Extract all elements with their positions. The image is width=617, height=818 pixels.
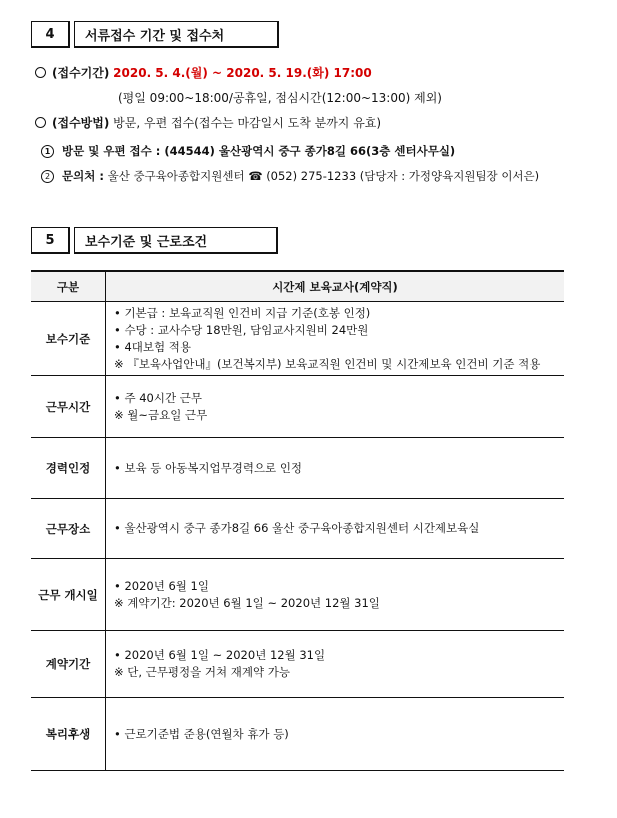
item-1-number: 1 (41, 145, 54, 158)
section-4-title: 서류접수 기간 및 접수처 (74, 21, 279, 48)
period-value: 2020. 5. 4.(월) ~ 2020. 5. 19.(화) 17:00 (113, 66, 372, 80)
row-line: • 2020년 6월 1일 (114, 578, 209, 593)
row-content (106, 559, 565, 631)
section-5-number: 5 (31, 227, 70, 254)
row-category: 근무 개시일 (31, 559, 106, 631)
method-label: (접수방법) (52, 116, 110, 130)
table-header-row (31, 271, 564, 302)
item-2-number: 2 (41, 170, 54, 183)
item-2-label: 문의처 : (62, 169, 104, 183)
period-note: (평일 09:00~18:00/공휴일, 점심시간(12:00~13:00) 제외) (118, 91, 442, 105)
row-content (106, 376, 565, 438)
table-row (31, 302, 564, 376)
row-category: 근무장소 (31, 499, 106, 559)
row-category: 근무시간 (31, 376, 106, 438)
row-content (106, 631, 565, 698)
section-5-title: 보수기준 및 근로조건 (74, 227, 278, 254)
method-value: 방문, 우편 접수(접수는 마감일시 도착 분까지 유효) (113, 116, 382, 130)
row-line: ※ 단, 근무평정을 거쳐 재계약 가능 (114, 665, 290, 679)
row-line: • 기본급 : 보육교직원 인건비 지급 기준(호봉 인정) (114, 305, 371, 320)
section-5-header (31, 227, 278, 255)
row-category: 복리후생 (31, 698, 106, 771)
row-content (106, 698, 565, 771)
method-line (35, 114, 381, 131)
item-1-text: 방문 및 우편 접수 : (44544) 울산광역시 중구 종가8길 66(3층 센터사무실) (62, 144, 456, 158)
item-2 (41, 168, 539, 184)
circle-bullet-icon (35, 117, 46, 128)
header-category: 구분 (31, 271, 106, 302)
row-content (106, 499, 565, 559)
header-content: 시간제 보육교사(계약직) (106, 271, 565, 302)
table-row (31, 438, 564, 499)
section-4-header (31, 21, 279, 49)
period-line (35, 64, 372, 81)
conditions-table (31, 270, 564, 771)
table-row (31, 499, 564, 559)
row-category: 계약기간 (31, 631, 106, 698)
row-line: ※ 월~금요일 근무 (114, 407, 208, 422)
item-1 (41, 143, 455, 159)
row-line: • 근로기준법 준용(연월차 휴가 등) (114, 726, 289, 741)
period-label: (접수기간) (52, 66, 110, 80)
row-line: ※ 『보육사업안내』(보건복지부) 보육교직원 인건비 및 시간제보육 인건비 기준 적용 (114, 356, 541, 371)
row-content (106, 302, 565, 376)
row-line: • 수당 : 교사수당 18만원, 담임교사지원비 24만원 (114, 322, 369, 337)
row-line: • 2020년 6월 1일 ~ 2020년 12월 31일 (114, 648, 326, 662)
row-line: • 울산광역시 중구 종가8길 66 울산 중구육아종합지원센터 시간제보육실 (114, 521, 480, 535)
row-line: ※ 계약기간: 2020년 6월 1일 ~ 2020년 12월 31일 (114, 595, 380, 610)
row-line: • 주 40시간 근무 (114, 390, 202, 405)
row-category: 경력인정 (31, 438, 106, 499)
table-row (31, 631, 564, 698)
table-row (31, 376, 564, 438)
table-row (31, 559, 564, 631)
item-2-text: 울산 중구육아종합지원센터 ☎ (052) 275-1233 (담당자 : 가정양육지원팀장 이서은) (107, 169, 540, 183)
row-line: • 보육 등 아동복지업무경력으로 인정 (114, 460, 303, 475)
circle-bullet-icon (35, 67, 46, 78)
table-row (31, 698, 564, 771)
section-4-number: 4 (31, 21, 70, 48)
row-category: 보수기준 (31, 302, 106, 376)
row-line: • 4대보험 적용 (114, 339, 191, 354)
row-content (106, 438, 565, 499)
